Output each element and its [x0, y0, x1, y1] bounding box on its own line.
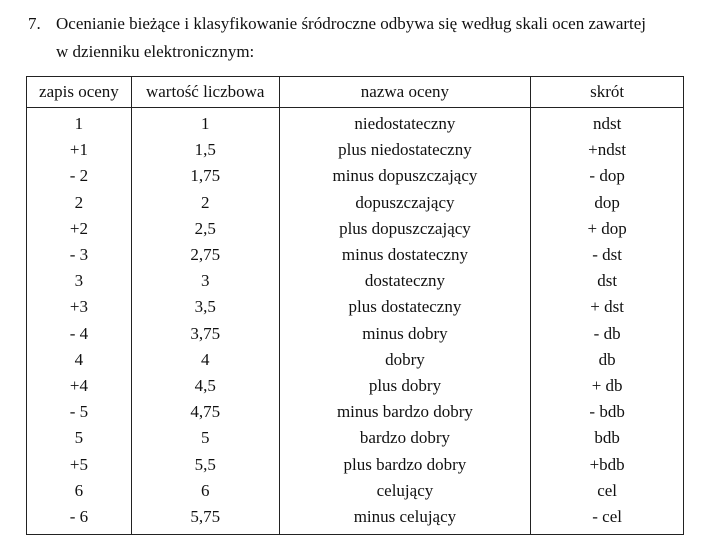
grade-notation-cell: 4 [27, 347, 132, 373]
numeric-value-cell: 4,75 [131, 399, 279, 425]
table-header-row [27, 77, 684, 108]
numeric-value-cell: 5,5 [131, 451, 279, 477]
table-row [27, 190, 684, 216]
numeric-value-cell: 4 [131, 347, 279, 373]
grade-name-cell: minus celujący [279, 504, 531, 535]
grade-name-cell: dobry [279, 347, 531, 373]
grade-name-cell: plus dostateczny [279, 294, 531, 320]
numeric-value-cell: 3,75 [131, 321, 279, 347]
abbreviation-cell: +ndst [531, 137, 684, 163]
numeric-value-cell: 5,75 [131, 504, 279, 535]
numeric-value-cell: 2 [131, 190, 279, 216]
grade-name-cell: bardzo dobry [279, 425, 531, 451]
table-row [27, 108, 684, 138]
grade-notation-cell: +2 [27, 216, 132, 242]
grade-notation-cell: 2 [27, 190, 132, 216]
grade-name-cell: minus dobry [279, 321, 531, 347]
grade-name-cell: plus dopuszczający [279, 216, 531, 242]
grade-notation-cell: - 5 [27, 399, 132, 425]
table-row [27, 294, 684, 320]
table-row [27, 242, 684, 268]
numeric-value-cell: 3,5 [131, 294, 279, 320]
abbreviation-cell: + dst [531, 294, 684, 320]
abbreviation-cell: dst [531, 268, 684, 294]
grade-notation-cell: +4 [27, 373, 132, 399]
table-row [27, 373, 684, 399]
table-row [27, 347, 684, 373]
abbreviation-cell: db [531, 347, 684, 373]
grade-name-cell: minus dostateczny [279, 242, 531, 268]
abbreviation-cell: - dop [531, 163, 684, 189]
numeric-value-cell: 2,5 [131, 216, 279, 242]
intro-line-1 [28, 10, 718, 38]
grade-notation-cell: +3 [27, 294, 132, 320]
abbreviation-cell: - bdb [531, 399, 684, 425]
abbreviation-cell: + db [531, 373, 684, 399]
grade-scale-table [26, 76, 684, 535]
grade-name-cell: niedostateczny [279, 108, 531, 138]
grade-notation-cell: 5 [27, 425, 132, 451]
numeric-value-cell: 3 [131, 268, 279, 294]
item-number: 7. [28, 14, 41, 33]
abbreviation-cell: bdb [531, 425, 684, 451]
numeric-value-cell: 1,75 [131, 163, 279, 189]
numeric-value-cell: 6 [131, 478, 279, 504]
grade-name-cell: minus bardzo dobry [279, 399, 531, 425]
table-row [27, 504, 684, 535]
table-row [27, 425, 684, 451]
abbreviation-cell: dop [531, 190, 684, 216]
abbreviation-cell: + dop [531, 216, 684, 242]
grade-name-cell: plus niedostateczny [279, 137, 531, 163]
table-row [27, 163, 684, 189]
abbreviation-cell: - dst [531, 242, 684, 268]
intro-paragraph [28, 10, 718, 66]
numeric-value-cell: 1,5 [131, 137, 279, 163]
abbreviation-cell: - db [531, 321, 684, 347]
grade-notation-cell: 3 [27, 268, 132, 294]
grade-name-cell: minus dopuszczający [279, 163, 531, 189]
table-row [27, 399, 684, 425]
grade-notation-cell: - 2 [27, 163, 132, 189]
table-row [27, 268, 684, 294]
grade-name-cell: plus dobry [279, 373, 531, 399]
abbreviation-cell: ndst [531, 108, 684, 138]
grade-notation-cell: - 4 [27, 321, 132, 347]
abbreviation-cell: cel [531, 478, 684, 504]
abbreviation-cell: - cel [531, 504, 684, 535]
header-nazwa-oceny: nazwa oceny [279, 77, 531, 108]
grade-notation-cell: - 6 [27, 504, 132, 535]
intro-line-2: w dzienniku elektronicznym: [56, 42, 255, 61]
table-row [27, 137, 684, 163]
grade-name-cell: celujący [279, 478, 531, 504]
grade-notation-cell: +5 [27, 451, 132, 477]
numeric-value-cell: 4,5 [131, 373, 279, 399]
table-row [27, 216, 684, 242]
grade-name-cell: plus bardzo dobry [279, 451, 531, 477]
grade-name-cell: dopuszczający [279, 190, 531, 216]
numeric-value-cell: 5 [131, 425, 279, 451]
numeric-value-cell: 2,75 [131, 242, 279, 268]
header-zapis-oceny: zapis oceny [27, 77, 132, 108]
header-skrot: skrót [531, 77, 684, 108]
grade-notation-cell: 6 [27, 478, 132, 504]
table-row [27, 321, 684, 347]
table-row [27, 478, 684, 504]
intro-text-1: Ocenianie bieżące i klasyfikowanie śródroczne odbywa się według skali ocen zawartej [56, 14, 647, 33]
grade-notation-cell: - 3 [27, 242, 132, 268]
grade-notation-cell: 1 [27, 108, 132, 138]
numeric-value-cell: 1 [131, 108, 279, 138]
grade-name-cell: dostateczny [279, 268, 531, 294]
table-row [27, 451, 684, 477]
header-wartosc-liczbowa: wartość liczbowa [131, 77, 279, 108]
grade-notation-cell: +1 [27, 137, 132, 163]
abbreviation-cell: +bdb [531, 451, 684, 477]
